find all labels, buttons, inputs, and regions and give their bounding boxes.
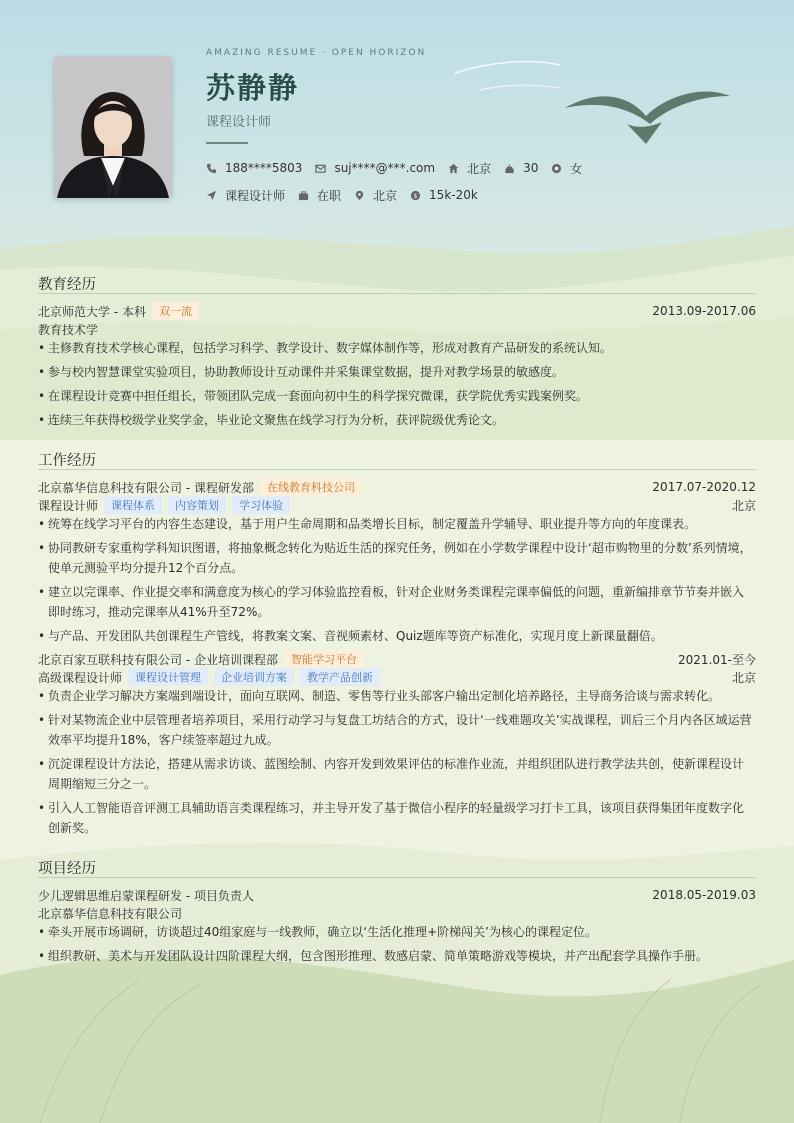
list-item: • 统筹在线学习平台的内容生态建设，基于用户生命周期和品类增长目标，制定覆盖升学辅导、职业提升等方向的年度课表。 (38, 514, 756, 534)
contact-home (448, 160, 491, 177)
education-period: 2013.09-2017.06 (652, 304, 756, 318)
gender-icon (551, 163, 562, 174)
list-item: • 沉淀课程设计方法论，搭建从需求访谈、蓝图绘制、内容开发到效果评估的标准作业流，并组织团队进行教学法共创，使新课程设计 周期缩短三分之一。 (38, 757, 745, 791)
section-title-projects: 项目经历 (38, 861, 96, 877)
project-org: 北京慕华信息科技有限公司 (38, 906, 183, 921)
svg-text:$: $ (413, 191, 418, 200)
candidate-title: 课程设计师 (206, 115, 272, 130)
job-period: 2021.01-至今 (678, 652, 756, 667)
bullet-text: 协同教研专家重构学科知识图谱，将抽象概念转化为贴近生活的探究任务，例如在小学数学课程中设计‘超市购物里的分数’系列情境， (48, 541, 752, 555)
location-icon (354, 190, 365, 201)
bullet-text: 牵头开展市场调研，访谈超过40组家庭与一线教师，确立以‘生活化推理+阶梯闯关’为核心的课程定位。 (48, 925, 597, 939)
intention-salary-text: 15k-20k (429, 188, 478, 202)
intention-position (206, 187, 285, 204)
home-icon (448, 163, 459, 174)
bullet-text: 主修教育技术学核心课程，包括学习科学、教学设计、数字媒体制作等，形成对教育产品研发的系统认知。 (48, 341, 613, 355)
section-divider (38, 469, 756, 470)
job-period: 2017.07-2020.12 (652, 480, 756, 494)
bullet-text: 参与校内智慧课堂实验项目，协助教师设计互动课件并采集课堂数据，提升对教学场景的敏感度。 (48, 365, 565, 379)
section-title-education: 教育经历 (38, 277, 96, 293)
education-header-row (38, 302, 756, 320)
company-tag: 智能学习平台 (284, 650, 364, 668)
contact-row (206, 159, 595, 177)
bullet-text: 与产品、开发团队共创课程生产管线，将教案文案、音视频素材、Quiz题库等资产标准化，实现月度上新课量翻倍。 (48, 629, 663, 643)
intention-city-text: 北京 (373, 188, 398, 203)
bullet-text: 引入人工智能语音评测工具辅助语言类课程练习，并主导开发了基于微信小程序的轻量级学习打卡工具，该项目获得集团年度数字化 (48, 801, 745, 815)
list-item: • 牵头开展市场调研，访谈超过40组家庭与一线教师，确立以‘生活化推理+阶梯闯关’为核心的课程定位。 (38, 922, 756, 942)
send-icon (206, 190, 217, 201)
contact-email[interactable] (315, 161, 435, 175)
section-divider (38, 877, 756, 878)
bullet-text: 连续三年获得校级学业奖学金，毕业论文聚焦在线学习行为分析，获评院级优秀论文。 (48, 413, 505, 427)
list-item: • 与产品、开发团队共创课程生产管线，将教案文案、音视频素材、Quiz题库等资产标准化，实现月度上新课量翻倍。 (38, 626, 756, 646)
resume-eyebrow: AMAZING RESUME · OPEN HORIZON (206, 48, 427, 58)
bullet-text-cont: 创新奖。 (48, 821, 97, 835)
job-role-row (38, 668, 756, 686)
phone-icon (206, 163, 217, 174)
job-company: 北京百家互联科技有限公司 - 企业培训课程部 (38, 652, 278, 667)
job-role: 高级课程设计师 (38, 670, 123, 685)
bullet-text: 沉淀课程设计方法论，搭建从需求访谈、蓝图绘制、内容开发到效果评估的标准作业流，并组织团队进行教学法共创，使新课程设计 (48, 757, 745, 771)
intention-position-text: 课程设计师 (225, 188, 286, 203)
list-item: • 引入人工智能语音评测工具辅助语言类课程练习，并主导开发了基于微信小程序的轻量级学习打卡工具，该项目获得集团年度数字化 创新奖。 (38, 801, 745, 835)
list-item: • 主修教育技术学核心课程，包括学习科学、教学设计、数字媒体制作等，形成对教育产品研发的系统认知。 (38, 338, 756, 358)
school-tag: 双一流 (152, 302, 199, 320)
skill-tag: 学习体验 (232, 496, 290, 514)
contact-phone[interactable] (206, 161, 302, 175)
project-header-row (38, 886, 756, 904)
education-major: 教育技术学 (38, 322, 99, 337)
list-item: • 协同教研专家重构学科知识图谱，将抽象概念转化为贴近生活的探究任务，例如在小学数学课程中设计‘超市购物里的分数’系列情境， 使单元测验平均分提升12个百分点。 (38, 541, 752, 575)
bullet-text: 负责企业学习解决方案端到端设计，面向互联网、制造、零售等行业头部客户输出定制化培养路径，主导商务洽谈与需求转化。 (48, 689, 721, 703)
bullet-text-cont: 效率平均提升18%，客户续签率超过九成。 (48, 733, 279, 747)
intention-status-text: 在职 (317, 188, 342, 203)
title-underline (206, 142, 248, 144)
list-item: • 针对某物流企业中层管理者培养项目，采用行动学习与复盘工坊结合的方式，设计‘一线难题攻关’实战课程，训后三个月内各区域运营 效率平均提升18%，客户续签率超过九成。 (38, 713, 752, 747)
age-text: 30 (523, 161, 539, 175)
bullet-text: 统筹在线学习平台的内容生态建设，基于用户生命周期和品类增长目标，制定覆盖升学辅导、职业提升等方向的年度课表。 (48, 517, 697, 531)
school-name: 北京师范大学 - 本科 (38, 304, 146, 319)
email-text: suj****@***.com (334, 161, 436, 175)
job-role: 课程设计师 (38, 498, 99, 513)
bullet-text: 建立以完课率、作业提交率和满意度为核心的学习体验监控看板，针对企业财务类课程完课率偏低的问题，重新编排章节节奏并嵌入 (48, 585, 745, 599)
skill-tag: 课程体系 (104, 496, 162, 514)
bullet-text-cont: 使单元测验平均分提升12个百分点。 (48, 561, 244, 575)
project-org-row (38, 904, 756, 922)
job-header-row (38, 650, 756, 668)
job-city: 北京 (731, 670, 756, 685)
phone-text: 188****5803 (225, 161, 303, 175)
skill-tag: 内容策划 (168, 496, 226, 514)
company-tag: 在线教育科技公司 (260, 478, 362, 496)
project-period: 2018.05-2019.03 (652, 888, 756, 902)
cake-icon (504, 163, 515, 174)
contact-age (504, 161, 538, 175)
list-item: • 建立以完课率、作业提交率和满意度为核心的学习体验监控看板，针对企业财务类课程完课率偏低的问题，重新编排章节节奏并嵌入 即时练习，推动完课率从41%升至72%。 (38, 585, 745, 619)
salary-icon (410, 190, 421, 201)
list-item: • 参与校内智慧课堂实验项目，协助教师设计互动课件并采集课堂数据，提升对教学场景的敏感度。 (38, 362, 756, 382)
intention-row (206, 186, 491, 204)
job-company: 北京慕华信息科技有限公司 - 课程研发部 (38, 480, 254, 495)
education-major-row (38, 320, 756, 338)
section-divider (38, 293, 756, 294)
list-item: • 连续三年获得校级学业奖学金，毕业论文聚焦在线学习行为分析，获评院级优秀论文。 (38, 410, 756, 430)
home-text: 北京 (467, 161, 492, 176)
briefcase-icon (298, 190, 309, 201)
skill-tag: 课程设计管理 (128, 668, 208, 686)
candidate-name: 苏静静 (206, 71, 300, 105)
project-name: 少儿逻辑思维启蒙课程研发 - 项目负责人 (38, 888, 254, 903)
job-role-row (38, 496, 756, 514)
bullet-text: 在课程设计竞赛中担任组长，带领团队完成一套面向初中生的科学探究微课，获学院优秀实践案例奖。 (48, 389, 589, 403)
bullet-text-cont: 周期缩短三分之一。 (48, 777, 157, 791)
gender-text: 女 (570, 161, 583, 176)
section-title-work: 工作经历 (38, 453, 96, 469)
list-item: • 负责企业学习解决方案端到端设计，面向互联网、制造、零售等行业头部客户输出定制化培养路径，主导商务洽谈与需求转化。 (38, 686, 756, 706)
bullet-text: 针对某物流企业中层管理者培养项目，采用行动学习与复盘工坊结合的方式，设计‘一线难题攻关’实战课程，训后三个月内各区域运营 (48, 713, 752, 727)
list-item: • 在课程设计竞赛中担任组长，带领团队完成一套面向初中生的科学探究微课，获学院优秀实践案例奖。 (38, 386, 756, 406)
list-item: • 组织教研、美术与开发团队设计四阶课程大纲，包含图形推理、数感启蒙、简单策略游戏等模块，并产出配套学具操作手册。 (38, 946, 756, 966)
bullet-text: 组织教研、美术与开发团队设计四阶课程大纲，包含图形推理、数感启蒙、简单策略游戏等模块，并产出配套学具操作手册。 (48, 949, 709, 963)
intention-city (354, 187, 397, 204)
mail-icon (315, 163, 326, 174)
skill-tag: 教学产品创新 (300, 668, 380, 686)
avatar (54, 56, 172, 198)
intention-salary (410, 188, 478, 202)
contact-gender (551, 160, 582, 177)
intention-status (298, 187, 341, 204)
job-header-row (38, 478, 756, 496)
bullet-text-cont: 即时练习，推动完课率从41%升至72%。 (48, 605, 270, 619)
skill-tag: 企业培训方案 (214, 668, 294, 686)
job-city: 北京 (731, 498, 756, 513)
